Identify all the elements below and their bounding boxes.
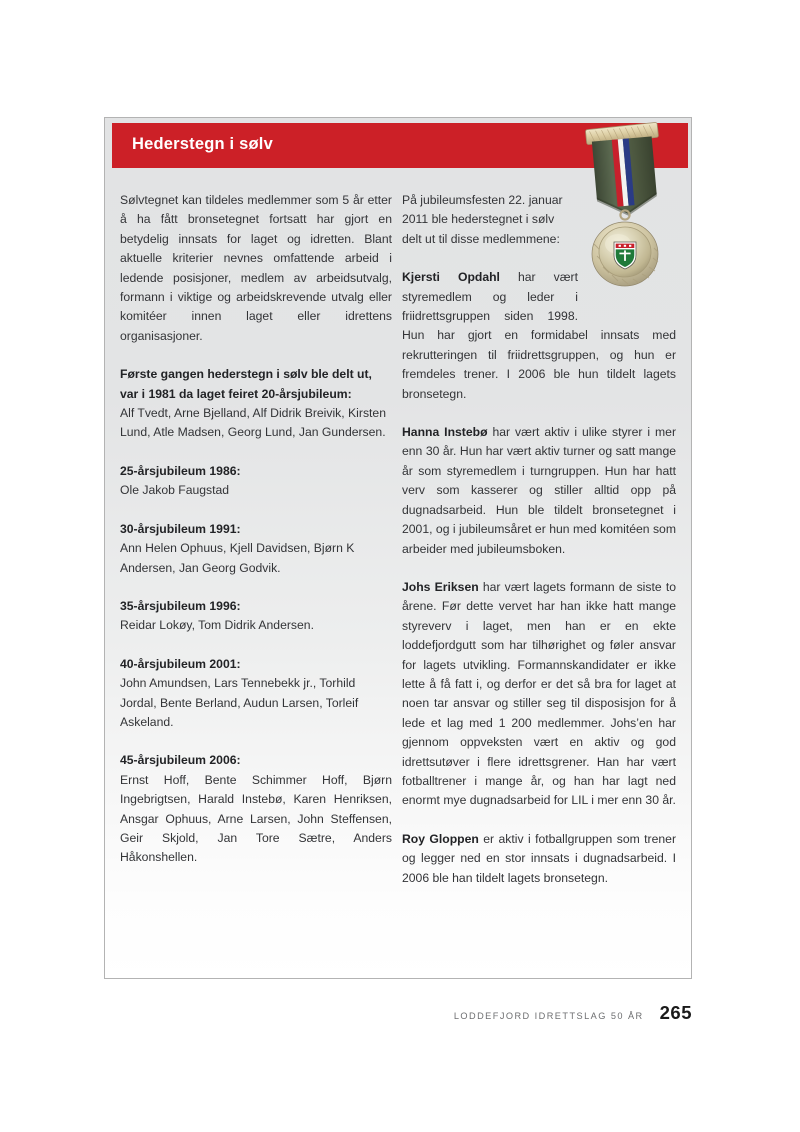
- jubilee-section-4: [120, 597, 392, 636]
- section-header-bar: [112, 123, 688, 168]
- jubilee-heading: 25-årsjubileum 1986:: [120, 463, 241, 478]
- jubilee-names: Ann Helen Ophuus, Kjell Davidsen, Bjørn K Andersen, Jan Georg Godvik.: [120, 541, 355, 575]
- jubilee-section-6: [120, 751, 392, 867]
- recipient-text: har vært aktiv i ulike styrer i mer enn 30 år. Hun har vært aktiv turner og satt mange år som styremedlem i turngruppen. Hun har hatt verv som kasserer og stiller alltid opp på dugnadsarbeid. Hun ble tildelt bronsetegnet i 2001, og i jubileumsåret er hun med komitéen som arbeider med jubileumsboken.: [402, 425, 677, 556]
- recipient-text: har vært lagets formann de siste to årene. Før dette vervet har han ikke hatt mange styreverv i laget, men han er en ekte loddefjordgutt som har tilhørighet og føler ansvar for lagets utvikling. Formannskandidater er ikke lette å få fatt i, og derfor er det så bra for laget at noen tar ansvar og stiller seg til disposisjon for å lede et lag med 1 200 medlemmer. Johs’en har gjennom oppveksten vært en aktiv og god idrettsutøver i flere idrettsgrener. Han har vært fotballtrener i mange år, og han har lagt ned enormt mye dugnadsarbeid for LIL i mer enn 30 år.: [402, 579, 676, 808]
- recipient-text: har vært styremedlem og leder i friidrettsgruppen siden 1998. Hun har gjort en formidabel innsats med rekrutteringen til friidrettsgruppen, og hun er fremdeles trener. I 2006 ble hun tildelt lagets bronsetegn.: [402, 270, 676, 401]
- jubilee-heading: 45-årsjubileum 2006:: [120, 753, 241, 768]
- right-intro-paragraph: På jubileumsfesten 22. januar 2011 ble hederstegnet i sølv delt ut til disse medlemmene:: [402, 193, 563, 246]
- recipient-entry-hanna-instebo: [402, 423, 676, 559]
- recipient-entry-kjersti-opdahl: [402, 268, 676, 404]
- left-intro-paragraph: Sølvtegnet kan tildeles medlemmer som 5 år etter å ha fått bronsetegnet fortsatt har gjort en betydelig innsats for laget og idretten. Blant aktuelle kriterier nevnes omfattende arbeid i ledende posisjoner, medlem av arbeidsutvalg, formann i viktige og arbeidskrevende utvalg eller komitéer innen laget eller idrettens organisasjoner.: [120, 193, 392, 343]
- jubilee-heading: 30-årsjubileum 1991:: [120, 521, 241, 536]
- jubilee-names: Ole Jakob Faugstad: [120, 483, 230, 498]
- jubilee-names: Ernst Hoff, Bente Schimmer Hoff, Bjørn Ingebrigtsen, Harald Instebø, Karen Henriksen, Ansgar Ophuus, Arne Larsen, John Steffensen, Geir Skjold, Jan Tore Sætre, Anders Håkonshellen.: [120, 772, 392, 865]
- medal-wrap-spacer: [578, 268, 676, 308]
- jubilee-names: Reidar Lokøy, Tom Didrik Andersen.: [120, 618, 314, 633]
- jubilee-names: John Amundsen, Lars Tennebekk jr., Torhild Jordal, Bente Berland, Audun Larsen, Torleif Askeland.: [120, 676, 359, 729]
- jubilee-heading: 35-årsjubileum 1996:: [120, 598, 241, 613]
- recipient-entry-johs-eriksen: [402, 578, 676, 811]
- jubilee-section-5: [120, 655, 392, 733]
- jubilee-heading: 40-årsjubileum 2001:: [120, 656, 241, 671]
- page-footer: [104, 1002, 692, 1028]
- jubilee-section-3: [120, 520, 392, 578]
- left-text-column: [120, 191, 392, 868]
- recipient-entry-roy-gloppen: [402, 830, 676, 888]
- footer-book-title: LODDEFJORD IDRETTSLAG 50 ÅR: [453, 1011, 644, 1021]
- right-text-column: [402, 191, 676, 907]
- jubilee-section-2: [120, 462, 392, 501]
- recipient-name: Hanna Instebø: [402, 425, 488, 440]
- recipient-text: er aktiv i fotballgruppen som trener og legger ned en stor innsats i dugnadsarbeid. I 2006 ble han tildelt lagets bronsetegn.: [402, 831, 676, 885]
- recipient-name: Johs Eriksen: [402, 579, 479, 594]
- page-title: Hederstegn i sølv: [132, 135, 273, 153]
- recipient-name: Roy Gloppen: [402, 831, 479, 846]
- jubilee-names: Alf Tvedt, Arne Bjelland, Alf Didrik Breivik, Kirsten Lund, Atle Madsen, Georg Lund, Jan Gundersen.: [120, 406, 386, 440]
- jubilee-heading: Første gangen hederstegn i sølv ble delt ut, var i 1981 da laget feiret 20-årsjubileum:: [120, 367, 372, 401]
- page-number: 265: [659, 1002, 692, 1023]
- jubilee-section-1: [120, 365, 392, 443]
- recipient-name: Kjersti Opdahl: [402, 270, 500, 285]
